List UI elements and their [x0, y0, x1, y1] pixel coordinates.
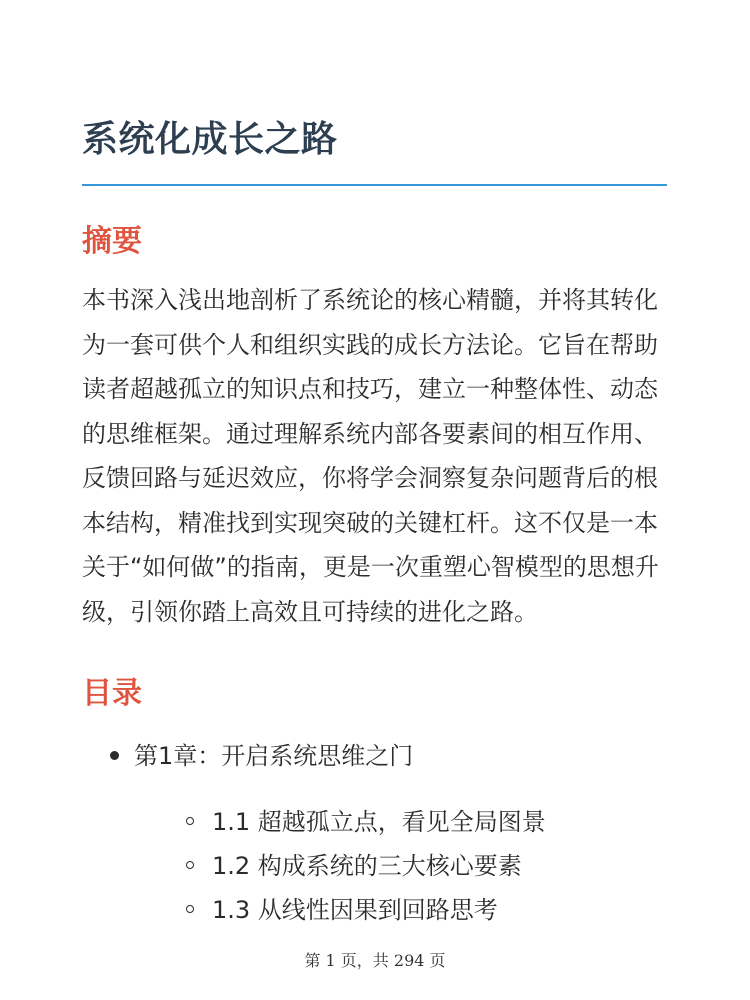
bullet-circle-icon: [186, 817, 194, 825]
toc-chapter-label: 第1章：开启系统思维之门: [134, 742, 414, 770]
abstract-heading: 摘要: [82, 224, 142, 259]
toc-heading: 目录: [82, 676, 142, 711]
toc-section-item: [186, 800, 670, 844]
toc-section-label: 1.1 超越孤立点，看见全局图景: [212, 808, 546, 836]
toc-section-list: [134, 800, 670, 932]
toc-section-label: 1.3 从线性因果到回路思考: [212, 896, 498, 924]
abstract-paragraph: 本书深入浅出地剖析了系统论的核心精髓，并将其转化为一套可供个人和组织实践的成长方法论。它旨在帮助读者超越孤立的知识点和技巧，建立一种整体性、动态的思维框架。通过理解系统内部各要素间的相互作用、反馈回路与延迟效应，你将学会洞察复杂问题背后的根本结构，精准找到实现突破的关键杠杆。这不仅是一本关于“如何做”的指南，更是一次重塑心智模型的思想升级，引领你踏上高效且可持续的进化之路。: [82, 286, 659, 626]
bullet-circle-icon: [186, 905, 194, 913]
toc-section-label: 1.2 构成系统的三大核心要素: [212, 852, 522, 880]
page-number-footer: 第 1 页，共 294 页: [304, 951, 446, 970]
document-title: 系统化成长之路: [82, 119, 338, 160]
bullet-disc-icon: [110, 751, 119, 760]
toc-chapter-1: [110, 738, 670, 932]
toc-section-item: [186, 844, 670, 888]
table-of-contents: [110, 738, 670, 932]
title-divider: [82, 184, 667, 186]
toc-section-item: [186, 888, 670, 932]
bullet-circle-icon: [186, 861, 194, 869]
